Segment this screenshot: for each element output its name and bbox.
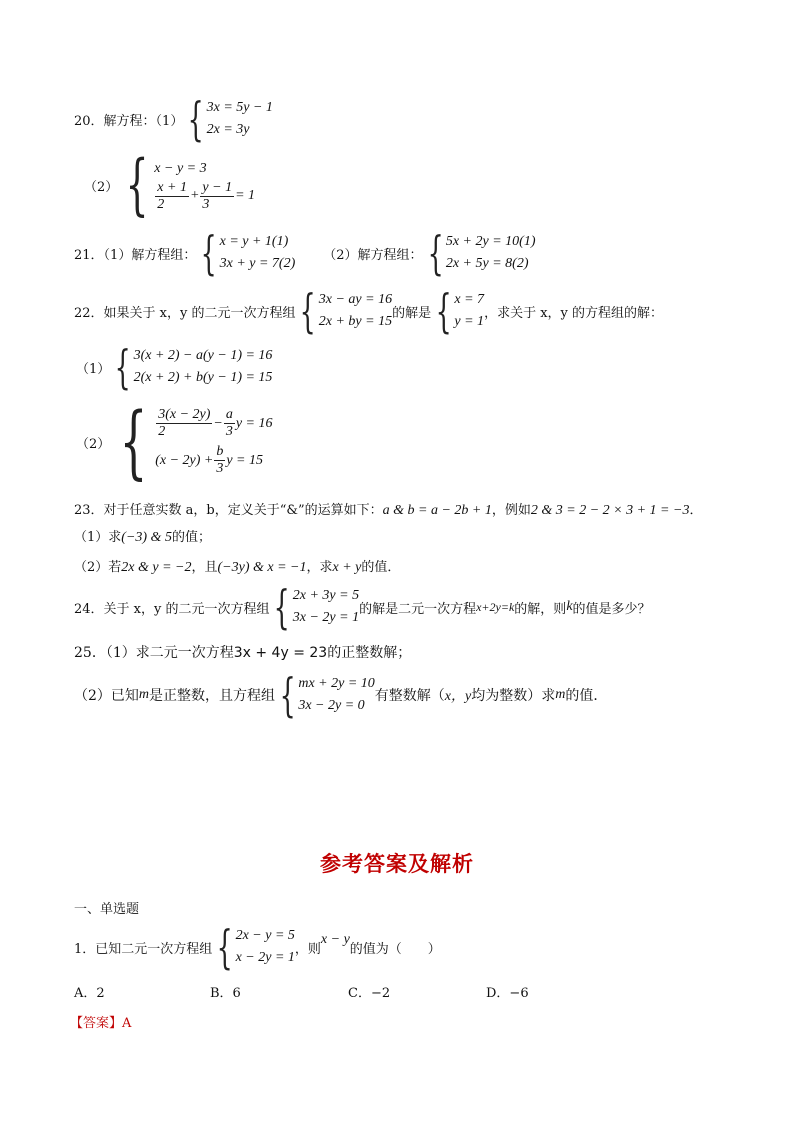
q24-k: k [566,599,573,614]
answer-q1-text: 的值为（ ） [349,941,441,957]
brace-icon: { [274,580,291,634]
q23-line1 [74,499,702,519]
q22-part2 [76,395,273,488]
q23-text: ，求 [306,560,333,575]
q22-p1-eq2: 2(x + 2) + b(y − 1) = 15 [133,370,273,385]
fraction: $\frac{b}{3}$ [216,444,224,476]
q25-line1 [74,642,411,662]
q24-eq1: 2x + 3y = 5 [292,588,360,603]
q25-text: （2）已知 [74,688,139,704]
q25-xy: x，y [444,689,472,704]
q22-stem [74,284,664,338]
brace-icon: { [125,146,149,223]
q20-eq2: 2x = 3y [206,122,250,137]
q25-system [275,668,375,722]
q21-label: 21．（1）解方程组： [74,247,197,263]
brace-icon: { [427,226,444,280]
brace-icon: { [279,668,296,722]
q20-part2 [84,146,256,223]
q22-solution [431,284,485,338]
answer-q1-label: 1．已知二元一次方程组 [74,941,213,957]
q25-text: 均为整数）求 [471,688,556,704]
q22-label-c: ，求关于 x，y 的方程组的解： [484,305,664,321]
q22-p2-eq1: $\frac{3(x - 2y)}{2}$ − $\frac{a}{3}$ y = 16 [158,407,273,439]
q24-text: 的解是二元一次方程 [359,601,477,617]
brace-icon: { [114,340,131,394]
q21-eq1: x = y + 1(1) [219,234,289,249]
q23-line2 [74,526,211,546]
brace-icon: { [435,284,452,338]
q23-example: 2 & 3 = 2 − 2 × 3 + 1 = −3 [530,503,690,518]
fraction: $\frac{y - 1}{3}$ [202,179,233,212]
q22-sys-eq1: 3x − ay = 16 [318,292,393,307]
answer-q1-expr: x − y [320,932,350,947]
answer-q1-system [212,920,295,974]
answers-heading: 参考答案及解析 [320,851,474,876]
q24-text: 的值是多少？ [572,601,651,617]
q25-text: 25．（1）求二元一次方程 [74,645,234,661]
q22-sol-eq1: x = 7 [454,292,485,307]
q22-p2-label: （2） [76,436,111,452]
section-title: 一、单选题 [74,902,140,917]
q24-label: 24．关于 x，y 的二元一次方程组 [74,601,270,617]
q21-system-1 [196,226,296,280]
q21-p2-eq2: 2x + 5y = 8(2) [445,256,529,271]
q25-text: 是正整数，且方程组 [149,688,276,704]
q22-p1-label: （1） [76,361,111,377]
answer-label: 【答案】A [70,1016,132,1031]
q20-part1 [74,92,273,146]
q21-system-2 [423,226,536,280]
q25-text: 的值． [565,688,608,704]
brace-icon: { [119,395,148,488]
q21-part2-label: （2）解方程组： [323,247,423,263]
q25-line2 [74,668,608,722]
q23-text: （2）若 [74,560,122,575]
q22-part1 [76,340,273,394]
fraction: $\frac{3(x - 2y)}{2}$ [158,407,211,439]
q20-part2-label: （2） [84,179,119,195]
answer-q1 [74,920,441,974]
q22-label-a: 22．如果关于 x，y 的二元一次方程组 [74,305,296,321]
q20-p2-eq1: x − y = 3 [154,160,207,176]
option-a: A．2 [74,986,105,1001]
q25-eq1: mx + 2y = 10 [298,676,375,691]
q23-text: （1）求 [74,530,122,545]
q22-p2-eq2: (x − 2y) + $\frac{b}{3}$ y = 15 [155,444,264,476]
q23-text: 的值； [171,530,211,545]
q25-m: m [555,687,566,702]
q22-sol-eq2: y = 1 [454,314,485,329]
q22-p1-system [110,340,273,394]
option-b: B．6 [210,986,241,1001]
q23-expr: 2x & y = −2 [121,560,192,575]
q20-system-1 [183,92,273,146]
q20-eq1: 3x = 5y − 1 [206,100,273,115]
q23-expr: (−3y) & x = −1 [217,560,307,575]
q24-system [269,580,360,634]
q22-p2-system [110,395,273,488]
brace-icon: { [200,226,218,280]
q21 [74,226,536,280]
brace-icon: { [187,92,205,146]
q25-eq2: 3x − 2y = 0 [298,698,365,713]
q24 [74,580,651,634]
answer-q1-eq2: x − 2y = 1 [235,950,295,965]
q20-p2-eq2: $\frac{x + 1}{2}$ + $\frac{y - 1}{3}$ = 1 [157,179,256,212]
option-d: D．−6 [486,986,529,1001]
q21-p2-eq1: 5x + 2y = 10(1) [445,234,536,249]
q22-system [295,284,393,338]
q23-definition: a & b = a − 2b + 1 [382,503,492,518]
q22-sys-eq2: 2x + by = 15 [318,314,393,329]
q25-eq: 3x + 4y = 23 [233,645,328,661]
q24-eq2: 3x − 2y = 1 [292,610,360,625]
q24-text: 的解，则 [514,601,567,617]
answer-q1-text: ，则 [294,941,321,957]
q23-text: ，且 [191,560,218,575]
q21-eq2: 3x + y = 7(2) [219,256,296,271]
q22-p1-eq1: 3(x + 2) − a(y − 1) = 16 [133,348,273,363]
option-c: C．−2 [348,986,391,1001]
q23-expr: x + y [332,560,362,575]
fraction: $\frac{x + 1}{2}$ [157,179,187,212]
answer-q1-eq1: 2x − y = 5 [235,928,295,943]
q23-line3 [74,556,400,576]
brace-icon: { [300,284,317,338]
q24-inline-eq: x+2y=k [476,599,515,614]
q25-m: m [138,687,150,702]
brace-icon: { [216,920,233,974]
q25-text: 的正整数解； [327,645,412,661]
q23-text: ． [689,503,703,518]
q22-label-b: 的解是 [392,305,432,321]
q25-text: 有整数解（ [374,688,445,704]
q20-label: 20．解方程：（1） [74,113,184,129]
q23-text: 的值． [361,560,401,575]
q20-system-2 [118,146,256,223]
fraction: $\frac{a}{3}$ [225,407,233,439]
q23-text: ，例如 [491,503,531,518]
q23-text: 23．对于任意实数 a，b，定义关于“&”的运算如下： [74,503,383,518]
q23-expr: (−3) & 5 [121,530,172,545]
